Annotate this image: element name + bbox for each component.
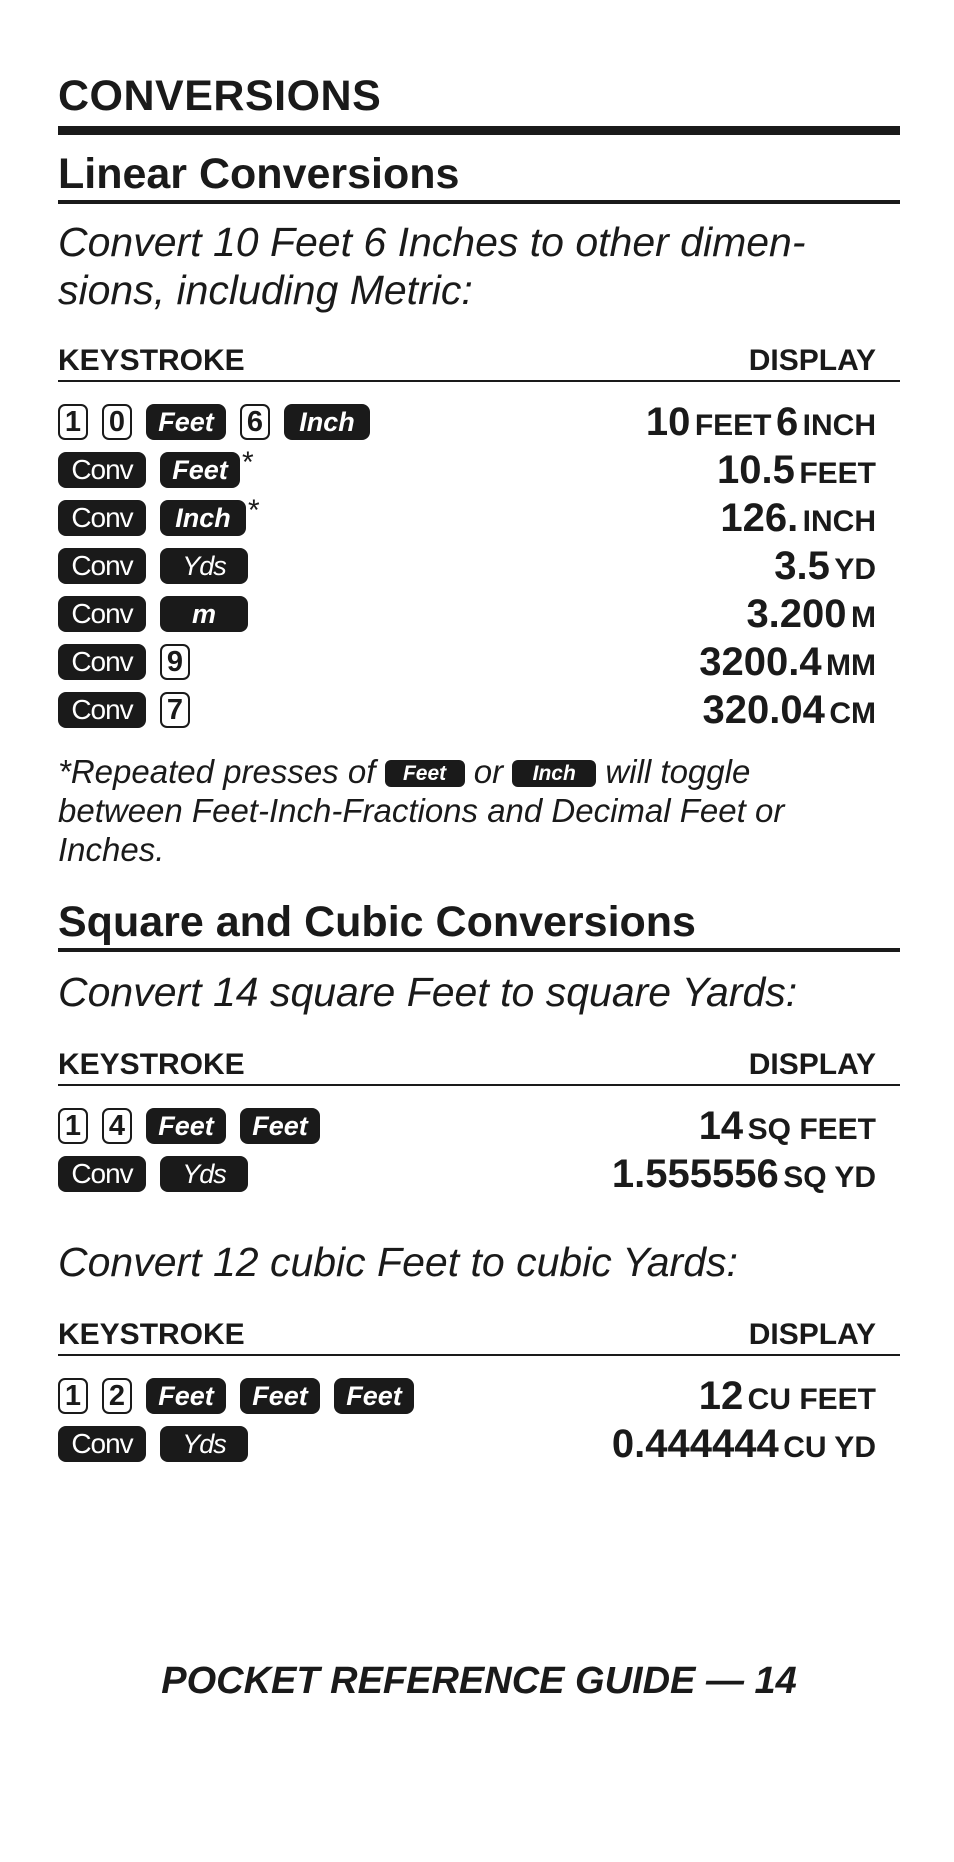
key-6: 6 [240, 404, 270, 440]
key-feet: Feet [146, 1108, 226, 1144]
display-unit: SQ FEET [747, 1113, 876, 1146]
display-unit: YD [834, 553, 876, 586]
display-readout [774, 544, 876, 589]
display-value: 3200.4 [699, 640, 822, 684]
display-unit: CU FEET [747, 1383, 876, 1416]
linear-intro [58, 218, 900, 314]
display-unit: MM [826, 649, 876, 682]
key-conv: Conv [58, 548, 146, 584]
display-readout [612, 1422, 876, 1467]
display-unit: INCH [802, 409, 876, 442]
keystroke-sequence [58, 448, 268, 492]
display-value: 10 [645, 400, 691, 444]
display-unit: CU YD [783, 1431, 876, 1464]
footnote-text: will toggle [605, 753, 751, 790]
page-footer: POCKET REFERENCE GUIDE — 14 [161, 1660, 797, 1702]
display-unit: FEET [799, 457, 876, 490]
display-readout [699, 1104, 876, 1149]
display-readout [699, 1374, 876, 1419]
display-value: 12 [698, 1374, 744, 1418]
footnote-asterisk: * [242, 446, 254, 479]
linear-intro-line-2: sions, including Metric: [58, 267, 473, 313]
display-readout [646, 400, 876, 445]
key-1: 1 [58, 1108, 88, 1144]
display-value: 126. [720, 496, 799, 540]
key-yds: Yds [160, 1156, 248, 1192]
feet-key-inline: Feet [385, 760, 465, 787]
keystroke-sequence [58, 544, 262, 588]
keystroke-header: KEYSTROKE [58, 1048, 245, 1081]
key-feet: Feet [146, 404, 226, 440]
display-readout [717, 448, 876, 493]
footnote-line-1 [58, 752, 900, 791]
key-0: 0 [102, 404, 132, 440]
display-header: DISPLAY [748, 1048, 876, 1081]
keystroke-sequence [58, 1422, 262, 1466]
key-inch: Inch [160, 500, 246, 536]
keystroke-row [58, 688, 876, 732]
linear-header-rule [58, 380, 900, 382]
display-unit: INCH [802, 505, 876, 538]
keystroke-sequence [58, 640, 204, 684]
display-value: 10.5 [717, 448, 795, 492]
keystroke-sequence [58, 1104, 334, 1148]
keystroke-sequence [58, 1374, 428, 1418]
key-conv: Conv [58, 692, 146, 728]
key-feet: Feet [240, 1108, 320, 1144]
key-conv: Conv [58, 1156, 146, 1192]
footnote-text: or [473, 753, 504, 790]
footnote-line-2: between Feet-Inch-Fractions and Decimal Feet or [58, 792, 785, 829]
display-value: 1.555556 [611, 1152, 779, 1196]
keystroke-header: KEYSTROKE [58, 344, 245, 377]
key-9: 9 [160, 644, 190, 680]
key-yds: Yds [160, 1426, 248, 1462]
display-value: 3.5 [774, 544, 830, 588]
key-inch: Inch [284, 404, 370, 440]
key-2: 2 [102, 1378, 132, 1414]
key-conv: Conv [58, 500, 146, 536]
keystroke-sequence [58, 592, 262, 636]
manual-page [58, 0, 900, 1862]
display-value: 0.444444 [611, 1422, 779, 1466]
display-readout [720, 496, 876, 541]
display-unit: CM [829, 697, 876, 730]
key-feet: Feet [160, 452, 240, 488]
key-yds: Yds [160, 548, 248, 584]
footnote-line-3: Inches. [58, 831, 165, 868]
keystroke-row [58, 544, 876, 588]
keystroke-sequence [58, 688, 204, 732]
key-m: m [160, 596, 248, 632]
keystroke-sequence [58, 400, 384, 444]
keystroke-row [58, 1104, 876, 1148]
square-cubic-section-title: Square and Cubic Conversions [58, 898, 696, 946]
display-value: 3.200 [746, 592, 847, 636]
keystroke-row [58, 400, 876, 444]
keystroke-row [58, 496, 876, 540]
keystroke-row [58, 1422, 876, 1466]
key-feet: Feet [334, 1378, 414, 1414]
footnote-text: *Repeated presses of [58, 753, 376, 790]
toggle-footnote [58, 752, 900, 869]
keystroke-row [58, 1152, 876, 1196]
key-conv: Conv [58, 1426, 146, 1462]
keystroke-row [58, 448, 876, 492]
keystroke-row [58, 592, 876, 636]
keystroke-sequence [58, 1152, 262, 1196]
linear-title-rule [58, 200, 900, 204]
key-feet: Feet [146, 1378, 226, 1414]
keystroke-row [58, 1374, 876, 1418]
display-header: DISPLAY [748, 344, 876, 377]
key-feet: Feet [240, 1378, 320, 1414]
display-unit: SQ YD [783, 1161, 876, 1194]
key-conv: Conv [58, 452, 146, 488]
display-readout [703, 688, 876, 733]
key-7: 7 [160, 692, 190, 728]
display-readout [612, 1152, 876, 1197]
key-1: 1 [58, 1378, 88, 1414]
display-header: DISPLAY [748, 1318, 876, 1351]
keystroke-row [58, 640, 876, 684]
linear-section-title: Linear Conversions [58, 150, 460, 198]
key-conv: Conv [58, 596, 146, 632]
display-value: 320.04 [702, 688, 825, 732]
key-conv: Conv [58, 644, 146, 680]
display-unit: FEET [694, 409, 772, 442]
display-readout [699, 640, 876, 685]
key-1: 1 [58, 404, 88, 440]
keystroke-sequence [58, 496, 274, 540]
footnote-asterisk: * [248, 494, 260, 527]
square-cubic-title-rule [58, 948, 900, 952]
page-heading: CONVERSIONS [58, 72, 382, 120]
cubic-intro: Convert 12 cubic Feet to cubic Yards: [58, 1239, 738, 1285]
key-4: 4 [102, 1108, 132, 1144]
keystroke-header: KEYSTROKE [58, 1318, 245, 1351]
square-header-rule [58, 1084, 900, 1086]
heading-rule [58, 126, 900, 135]
display-value: 6 [775, 400, 799, 444]
square-intro: Convert 14 square Feet to square Yards: [58, 969, 798, 1015]
display-unit: M [851, 601, 876, 634]
inch-key-inline: Inch [512, 760, 596, 787]
linear-intro-line-1: Convert 10 Feet 6 Inches to other dimen- [58, 219, 806, 265]
display-value: 14 [698, 1104, 744, 1148]
display-readout [746, 592, 876, 637]
cubic-header-rule [58, 1354, 900, 1356]
